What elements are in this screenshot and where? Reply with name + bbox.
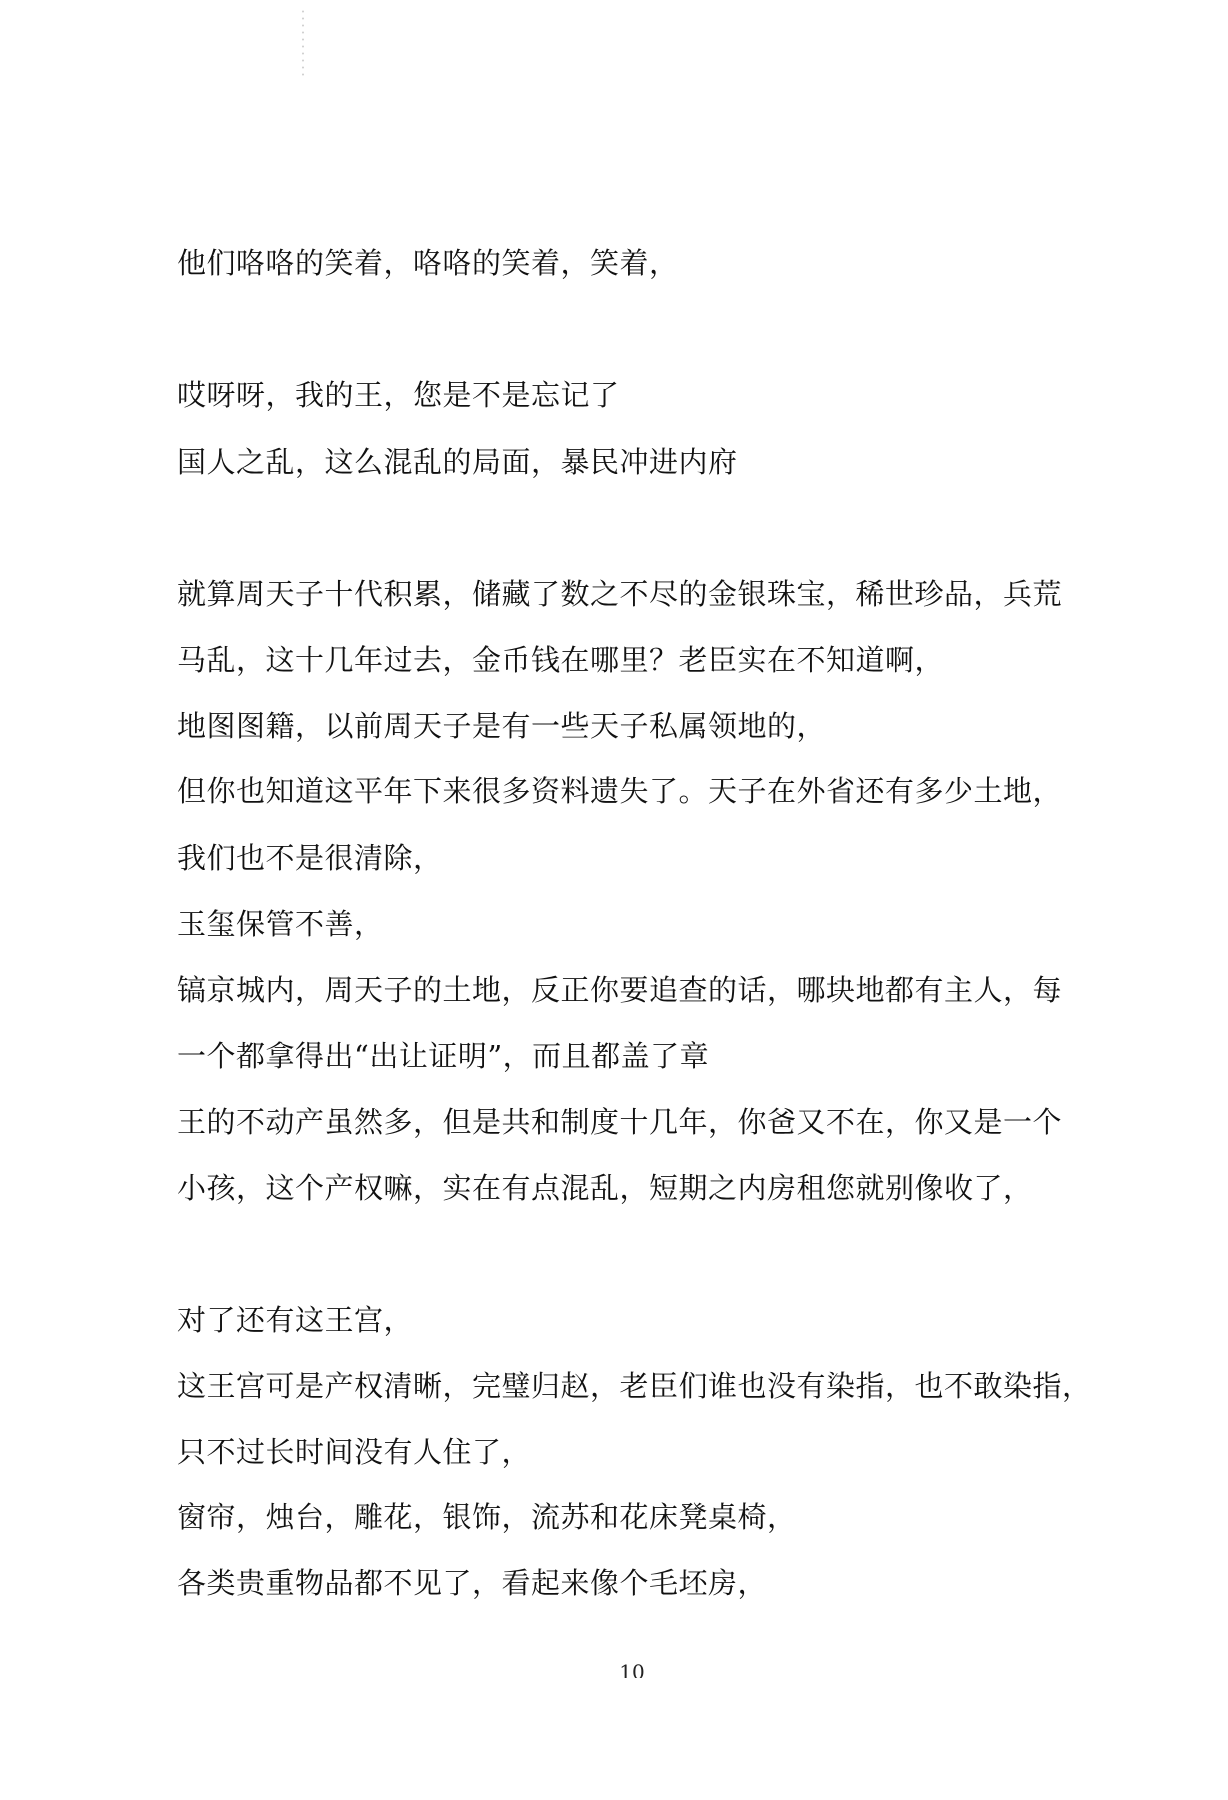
text-line: 就算周天子十代积累，储藏了数之不尽的金银珠宝，稀世珍品，兵荒 bbox=[177, 577, 1063, 611]
text-line: 哎呀呀，我的王，您是不是忘记了 bbox=[177, 378, 620, 412]
text-line: 小孩，这个产权嘛，实在有点混乱，短期之内房租您就别像收了， bbox=[177, 1171, 1033, 1205]
page-number: 10 bbox=[619, 1662, 645, 1678]
text-line: 我们也不是很清除， bbox=[177, 841, 443, 875]
text-line: 但你也知道这平年下来很多资料遗失了。天子在外省还有多少土地， bbox=[177, 774, 1063, 808]
text-line: 各类贵重物品都不见了，看起来像个毛坯房， bbox=[177, 1566, 768, 1600]
text-line: 马乱，这十几年过去，金币钱在哪里？老臣实在不知道啊， bbox=[177, 643, 945, 677]
text-line: 国人之乱，这么混乱的局面，暴民冲进内府 bbox=[177, 445, 738, 479]
text-line: 王的不动产虽然多，但是共和制度十几年，你爸又不在，你又是一个 bbox=[177, 1105, 1063, 1139]
text-line: 地图图籍，以前周天子是有一些天子私属领地的， bbox=[177, 709, 827, 743]
text-line: 玉玺保管不善， bbox=[177, 907, 384, 941]
text-line: 他们咯咯的笑着，咯咯的笑着，笑着， bbox=[177, 246, 679, 280]
text-line: 窗帘，烛台，雕花，银饰，流苏和花床凳桌椅， bbox=[177, 1500, 797, 1534]
text-line: 镐京城内，周天子的土地，反正你要追查的话，哪块地都有主人，每 bbox=[177, 973, 1063, 1007]
text-line: 这王宫可是产权清晰，完璧归赵，老臣们谁也没有染指，也不敢染指， bbox=[177, 1369, 1092, 1403]
text-line: 一个都拿得出“出让证明”，而且都盖了章 bbox=[177, 1039, 710, 1073]
text-line: 只不过长时间没有人住了， bbox=[177, 1435, 532, 1469]
text-line: 对了还有这王宫， bbox=[177, 1303, 414, 1337]
